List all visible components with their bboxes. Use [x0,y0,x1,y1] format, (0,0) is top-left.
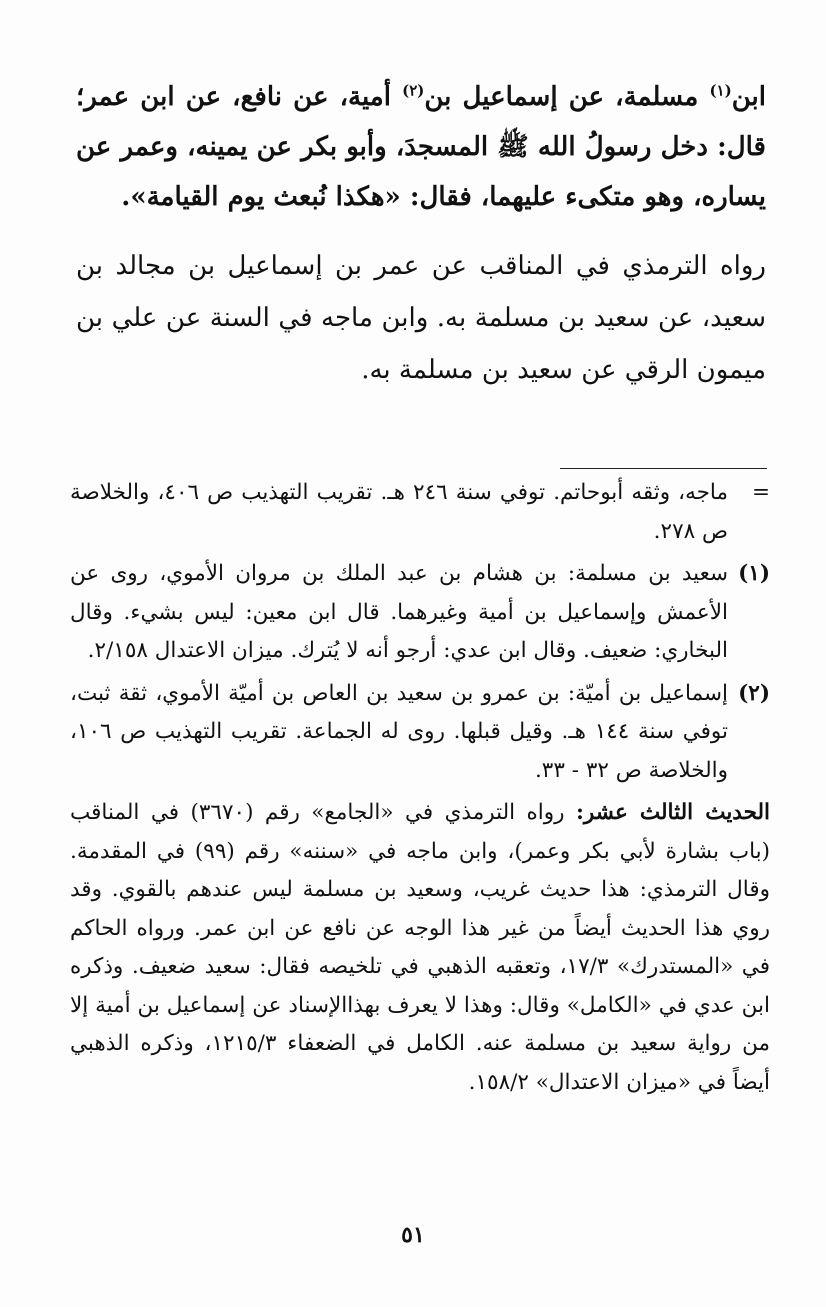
hadith-part-2: مسلمة، عن إسماعيل بن [424,82,710,112]
footnotes-section [70,474,770,1102]
footnote-separator [560,468,767,469]
footnote-2 [70,675,770,791]
footnote-1 [70,555,770,671]
page-number: ٥١ [401,1222,425,1248]
study-text: رواه الترمذي في «الجامع» رقم (٣٦٧٠) في المناقب (باب بشارة لأبي بكر وعمر)، وابن ماجه في «سننه» رقم (٩٩) في المقدمة. وقال الترمذي: هذا حديث غريب، وسعيد بن مسلمة ليس عندهم بالقوي. وقد روي هذا الحديث أيضاً من غير هذا الوجه عن نافع عن ابن عمر. ورواه الحاكم في «المستدرك» ١٧/٣، وتعقبه الذهبي في تلخيصه فقال: سعيد ضعيف. وذكره ابن عدي في «الكامل» وقال: وهذا لا يعرف بهذاالإسناد عن إسماعيل بن أمية إلا من رواية سعيد بن مسلمة عنه. الكامل في الضعفاء ١٢١٥/٣، وذكره الذهبي أيضاً في «ميزان الاعتدال» ١٥٨/٢. [70,800,770,1095]
hadith-study-note [70,794,770,1102]
footnote-text: سعيد بن مسلمة: بن هشام بن عبد الملك بن مروان الأموي، روى عن الأعمش وإسماعيل بن أمية وغيرهما. قال ابن معين: ليس بشيء. وقال البخاري: ضعيف. وقال ابن عدي: أرجو أنه لا يُترك. ميزان الاعتدال ٢/١٥٨. [70,561,728,663]
hadith-part-1: ابن [731,82,766,112]
footnote-text: ماجه، وثقه أبوحاتم. توفي سنة ٢٤٦ هـ. تقريب التهذيب ص ٤٠٦، والخلاصة ص ٢٧٨. [70,480,728,544]
hadith-text [76,72,766,222]
takhrij-paragraph: رواه الترمذي في المناقب عن عمر بن إسماعيل بن مجالد بن سعيد، عن سعيد بن مسلمة به. وابن ماجه في السنة عن علي بن ميمون الرقي عن سعيد بن مسلمة به. [76,251,766,385]
footnote-marker: (٢) [738,680,770,706]
footnote-ref-1[interactable]: (١) [709,81,732,100]
footnote-continuation [70,474,770,551]
hadith-part-3: أمية، عن نافع، عن ابن عمر؛ قال: دخل رسولُ الله ﷺ المسجدَ، وأبو بكر عن يمينه، وعمر عن يساره، وهو متكىء عليهما، فقال: «هكذا نُبعث يوم القيامة». [76,82,766,212]
footnote-marker: (١) [738,561,770,586]
study-heading: الحديث الثالث عشر: [576,800,770,825]
footnote-marker: = [751,480,770,505]
footnote-ref-2[interactable]: (٢) [402,81,425,100]
footnote-text: إسماعيل بن أميّة: بن عمرو بن سعيد بن العاص بن أميّة الأموي، ثقة ثبت، توفي سنة ١٤٤ هـ. وقيل قبلها. روى له الجماعة. تقريب التهذيب ص ١٠٦، والخلاصة ص ٣٢ - ٣٣. [70,680,728,783]
